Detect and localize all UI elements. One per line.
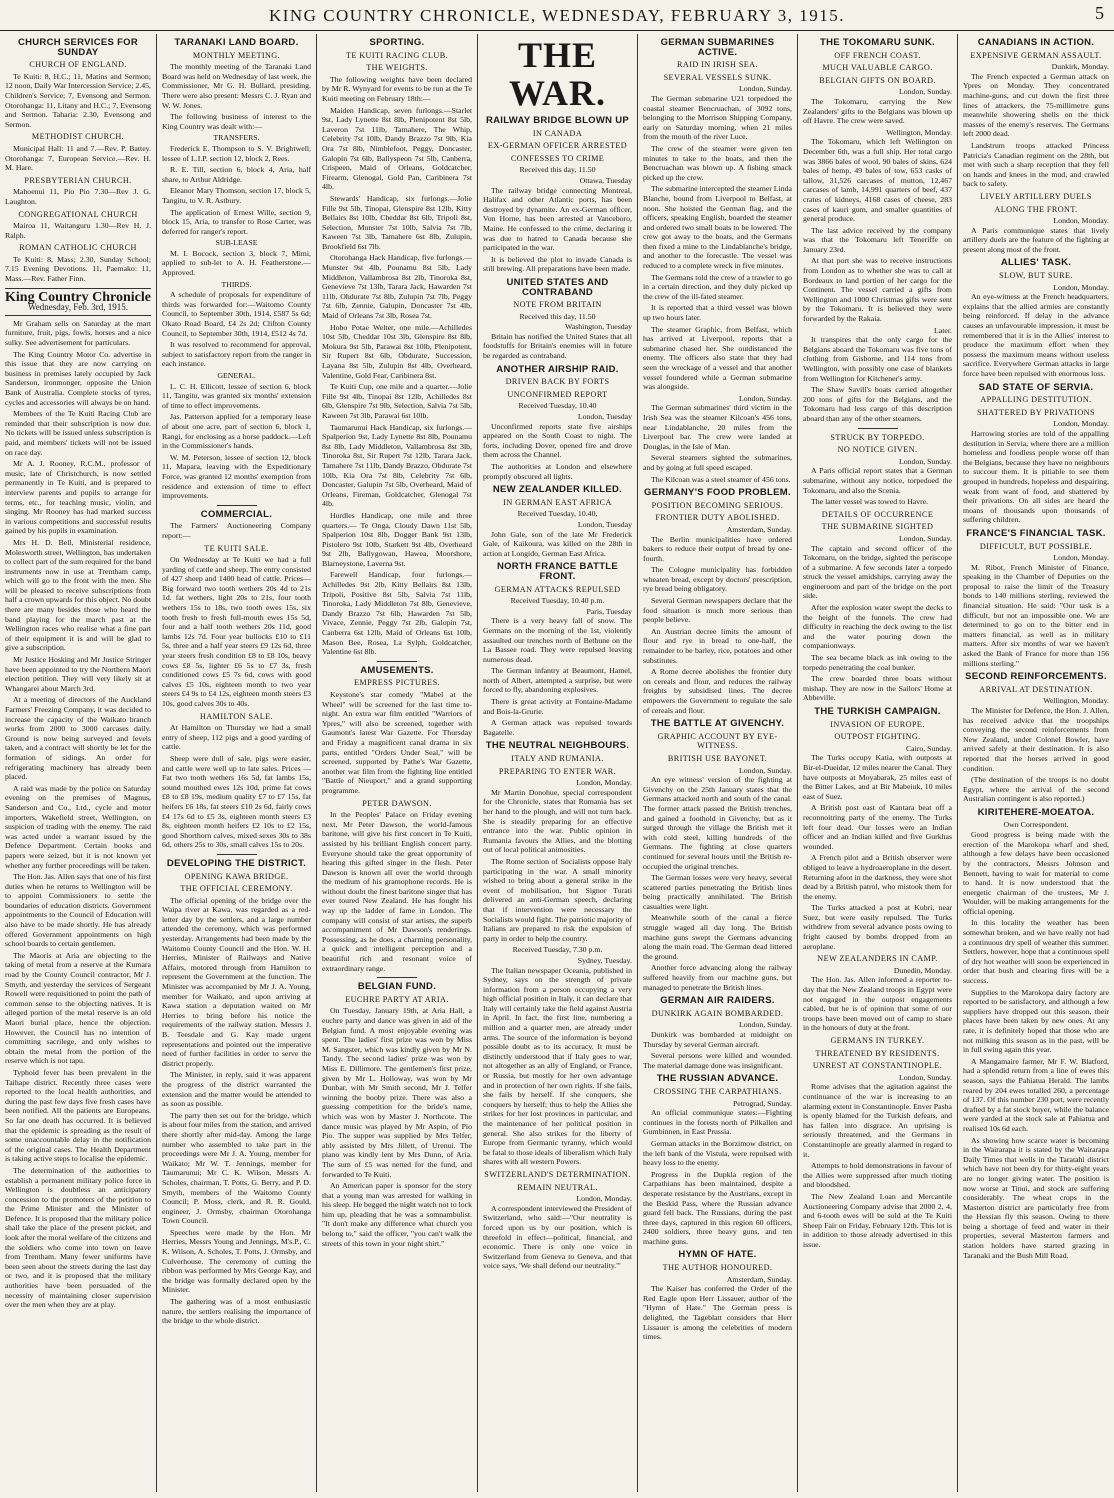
subhead: DRIVEN BACK BY FORTS <box>505 377 610 387</box>
paragraph: At Hamilton on Thursday we had a small entry of sheep, 112 pigs and a good yarding of cattle. <box>162 723 311 752</box>
paragraph: The Shaw Savill's boats carried altogether 200 tons of gifts for the Belgians, and the Tokomaru had less cargo of this description aboard than any of the other steamers. <box>803 385 952 423</box>
paragraph: The last advice received by the company was that the Tokomaru left Teneriffe on January 23rd. <box>803 225 952 254</box>
paragraph: The Maoris at Aria are objecting to the taking of metal from a reserve at the Kumara road by the County Council contractor, Mr J. Smyth, and yesterday the services of Sergeant Rowell were requisitioned to point the path of common sense to the objecting natives. It is alleged portion of the metal reserve is an old Maori burial place, hence the objection. However, the Council has no intention of committing sacrilege, and only wishes to obtain the metal from the portion of the reserve which is not tapu. <box>5 950 151 1066</box>
paragraph: Te Kuiti Cup, one mile and a quarter.—Jolie Fille 9st 4lb, Tinopai 8st 12lb, Achilledes 8st 6lb, Glenspire 7st 9lb, Selection, Salvia 7st 5lb, Kaween 7st 3lb, Parawai 6st 10lb. <box>322 382 472 420</box>
subhead: UNCONFIRMED REPORT <box>507 389 608 399</box>
paragraph: An American paper is sponsor for the story that a young man was arrested for walking in his sleep. He begged the night watch not to lock him up, pleading that he was a somnambulist. "It don't make any difference what church you belong to," said the officer, "you can't walk the streets of this town in your night shirt." <box>322 1181 472 1248</box>
subhead: POSITION BECOMING SERIOUS. <box>651 500 784 510</box>
paragraph: Mr A. J. Rooney, R.C.M., professor of music, late of Christchurch, is now settled permanently in Te Kuiti, and is prepared to interview parents and pupils to arrange for terms, etc., for teaching music, violin, and singing. Mr Rooney has had marked success in various competitions and successful results gained by his pupils in examination. <box>5 459 151 536</box>
paragraph: Jas. Patterson applied for a temporary lease of about one acre, part of section 6, block 1, Rangi, for enclosing as a horse paddock.—Left in the Commissioner's hands. <box>162 412 311 451</box>
paragraph: Several steamers sighted the submarines, and by going at full speed escaped. <box>643 453 792 472</box>
paragraph: The Tokomaru, carrying the New Zealanders' gifts to the Belgians was blown up off Havre. The crew were saved. <box>803 96 952 126</box>
paragraph: A Mangamaire farmer, Mr F. W. Blatford, had a splendid return from a line of ewes this season, says the Pahiatua Herald. The lambs reared by 204 ewes totalled 260, a percentage of 137. Of this number 230 port, were recently drafted by a fat stock buyer, while the balance were yarded at the stock sale at Pahiatua and realised 10s 6d each. <box>963 1056 1109 1133</box>
paragraph: The steamer Graphic, from Belfast, which has arrived at Liverpool, reports that a submarine chased her. She outdistanced the enemy. The officers also state that they had seen the wreckage of a vessel and that another vessel foundered while a German submarine was alongside. <box>643 324 792 392</box>
headline: SECOND REINFORCEMENTS. <box>965 671 1107 683</box>
subhead: THREATENED BY RESIDENTS. <box>815 1048 940 1058</box>
dateline: Wellington, Monday. <box>1043 696 1109 706</box>
byline: Own Correspondent. <box>1003 819 1069 829</box>
paragraph: A French pilot and a British observer were obliged to leave a hydroaeroplane in the desert. Returning afoot in the darkness, they were shot dead by a British patrol, who mistook them for the enemy. <box>803 853 952 901</box>
subhead: REMAIN NEUTRAL. <box>517 1182 598 1192</box>
paragraph: After the explosion water swept the decks to the height of the funnels. The crew had difficulty in reaching the deck owing to the list and the water pouring down the companionways. <box>803 603 952 651</box>
paragraph: The official opening of the bridge over the Waipa river at Kawa, was regarded as a red-letter day by the settlers, and a large number attended the ceremony, which was performed yesterday. Arrangements had been made by the Waitomo County Council and the Hon. W. H. Herries, Minister of Railways and Native Affairs, motored through from Hamilton to represent the Government at the function. The Minister was accompanied by Mr J. A. Young, member for Waikato, and upon arriving at Kawa station a deputation waited on Mr Herries to bring before his notice the requirements of the railway station. Messrs J. B. Teesdale and G. Kay made urgent representations and pointed out the imperative need of further facilities in order to serve the district properly. <box>162 895 311 1068</box>
subhead: DIFFICULT, BUT POSSIBLE. <box>979 541 1093 551</box>
dateline: Amsterdam, Sunday. <box>726 524 792 534</box>
headline: GERMAN SUBMARINES ACTIVE. <box>660 37 775 58</box>
dateline: Ottawa, Tuesday <box>579 175 632 185</box>
subhead: GERMAN ATTACKS REPULSED <box>494 584 621 594</box>
paragraph: The submarine intercepted the steamer Linda Blanche, bound from Liverpool to Belfast, at noon. She hoisted the German flag, and the officers, speaking English, boarded the steamer and ordered two small boats to be lowered. The crew got away to the boats, and the Germans then fixed a mine to the Lindablanche's bridge, and another to the forecastle. The vessel was reduced to a complete wreck in five minutes. <box>643 184 792 271</box>
paragraph: Typhoid fever has been prevalent in the Taihape district. Recently three cases were reported to the local health authorities, and during the past few days five fresh cases have been notified. All the patients are Europeans. So far one death has occurred. It is believed that the epidemic is spreading as the result of some unaccountable delay in the notification of the original cases. The Health Department is taking active steps to localise the epidemic. <box>5 1067 151 1164</box>
paragraph: The German infantry at Beaumont, Hamel, north of Albert, attempted a surprise, but were forced to fly, abandoning explosives. <box>483 666 632 695</box>
paragraph: The captain and second officer of the Tokomaru, on the bridge, sighted the periscope of a submarine. A few seconds later a torpedo struck the vessel amidships, carrying away the engineroom and part of the bridge on the port side. <box>803 543 952 601</box>
newspaper-date: Wednesday, Feb. 3rd, 1915. <box>5 303 151 316</box>
paragraph: Mr Martin Donohue, special correspondent for the Chronicle, states that Rumania has set her hand to the plough, and will not turn back. She is steadily preparing for an effective entrance into the war. Public opinion in Rumania favours the Allies, and the blotting out of local political animosities. <box>483 787 632 855</box>
paragraph: A Rome decree abolishes the frontier duty on cereals and flour, and reduces the railway freights by subsidised lines. The decree empowers the Government to regulate the sale of cereals and flour. <box>643 667 792 715</box>
paragraph: It is reported that a third vessel was blown up two hours later. <box>643 303 792 323</box>
paragraph: An official communique states:—Fighting continues in the forests north of Pilkallen and Gumbinnen, in East Prussia. <box>643 1108 792 1137</box>
paragraph: R. E. Till, section 6, block 4, Aria, half share, to Arthur Aldridge. <box>162 165 311 184</box>
dateline: Received Tuesday, 7.30 p.m. <box>512 945 603 955</box>
dateline: London, Monday. <box>1053 216 1109 226</box>
paragraph: The Minister, in reply, said it was apparent the progress of the district warranted the extension and the matter would be attended to as soon as possible. <box>162 1070 311 1109</box>
paragraph: A Paris communique states that lively artillery duels are the feature of the fighting at present along most of the front. <box>963 225 1109 254</box>
page-number: 5 <box>1095 3 1104 23</box>
paragraph: Supplies to the Marokopa dairy factory are reported to be satisfactory, and although a few suppliers have dropped out this season, their places have been taken by new ones. At any rate, it is definitely hoped that those who are not milking this season as in the past, will be in full swing again this year. <box>963 987 1109 1055</box>
dateline: London, Tuesday <box>577 519 632 529</box>
headline: BELGIAN FUND. <box>357 981 437 993</box>
paragraph: The application of Ernest Wille, section 9, block 15, Aria, to transfer to Rose Carter, was deferred for ranger's report. <box>162 207 311 236</box>
headline: THE TOKOMARU SUNK. <box>819 37 935 48</box>
paragraph: Dunkirk was bombarded at midnight on Thursday by several German aircraft. <box>643 1030 792 1049</box>
headline: GERMAN AIR RAIDERS. <box>660 995 775 1007</box>
paragraph: Otorohanga Hack Handicap, five furlongs.—Munster 9st 4lb, Pounamu 8st 5lb, Lady Middleton, Vallambrosa 8st 2lb, Tinoroka 8st, Genevieve 7st 13lb, Tarara Jack, Hawarden 7st 11lb, Ohdurate 7st 8lb, Zulupin 7st 7lb, Peggy 7st 6lb, Zennie, Galupin, Doncaster 7st 4lb, Maid of Orleans 7st 3lb, Rosea 7st. <box>322 253 472 321</box>
dateline: London, Monday. <box>1053 282 1109 292</box>
paragraph: The Rome section of Socialists oppose Italy participating in the war. A small minority wished to bring about a general strike in the event of mobilisation, but Signor Turati delivered an anti-German speech, declaring that if intervention were necessary the Socialists would fight. The patriotic majority of Italians are prepared to risk the expulsion of party in order to help the country. <box>483 856 632 943</box>
subhead: PREPARING TO ENTER WAR. <box>498 766 617 776</box>
subhead: SHATTERED BY PRIVATIONS <box>977 407 1095 417</box>
paragraph: Good progress is being made with the erection of the Marokopa wharf and shed, although a few delays have been occasioned by the contractors, Messrs Johnson and Bennett, having to wait for material to come to hand. It is now understood that the energetic chairman of the trustees, Mr J. Woulder, will be making arrangements for the official opening. <box>963 830 1109 916</box>
dateline: Washington, Tuesday <box>565 322 632 332</box>
subhead: OPENING KAWA BRIDGE. <box>184 871 289 881</box>
column-4 <box>478 34 637 1492</box>
subhead: BRITISH USE BAYONET. <box>667 753 768 763</box>
paragraph: M. I. Bocock, section 3, block 7, Mimi, applied to sub-let to A. H. Featherstone.—Approved. <box>162 248 311 278</box>
subhead: NOTE FROM BRITAIN <box>513 300 602 310</box>
subhead: RAID IN IRISH SEA. <box>677 60 758 70</box>
subhead: SWITZERLAND'S DETERMINATION. <box>484 1169 631 1179</box>
divider <box>217 505 257 506</box>
headline: CHURCH SERVICES FOR SUNDAY <box>17 37 139 58</box>
paragraph: There is a very heavy fall of snow. The Germans on the morning of the 1st, violently assaulted our trenches north of Bethune on the La Bassee road. They were repulsed leaving numerous dead. <box>483 616 632 664</box>
paragraph: The party then set out for the bridge, which is about four miles from the station, and arrived there shortly after mid-day. Among the large number who assembled to take part in the proceedings were Mr J. A. Young, member for Waikato; Mr W. T. Jennings, member for Taumarunui; Mr C. K. Wilson, Messrs A. Scholes, chairman, T. Potts, G. Berry, and P. D. Smyth, members of the Waitomo County Council; P. Moss, clerk, and R. R. Gould, engineer, J. Ormsby, chairman Otorohanga Town Council. <box>162 1110 311 1226</box>
subhead: EXPENSIVE GERMAN ASSAULT. <box>970 50 1102 60</box>
dateline: Received Tuesday, 10.40 p.m. <box>510 596 605 606</box>
headline: NEW ZEALANDER KILLED. <box>492 484 623 496</box>
column-6 <box>798 34 957 1492</box>
headline: CANADIANS IN ACTION. <box>977 37 1095 48</box>
dateline: London, Sunday. <box>739 765 792 775</box>
headline: TARANAKI LAND BOARD. <box>174 37 299 48</box>
subhead: IN GERMAN EAST AFRICA <box>503 497 612 507</box>
subhead: DUNKIRK AGAIN BOMBARDED. <box>651 1008 784 1018</box>
divider <box>377 977 417 978</box>
paragraph: At a meeting of directors of the Auckland Farmers' Freezing Company, it was decided to increase the capacity of the Waikato branch works from 2000 to 3000 carcases daily. Ground is now being surveyed and levels taken, and a contract will shortly be let for the formation of sidings. An order for refrigerating machinery has already been placed. <box>5 695 151 782</box>
paragraph: The French expected a German attack on Ypres on Monday. They concentrated machine-guns, and cut down the first three lines of attackers, the 75-millimetre guns meanwhile showering shells on the thick masses of the enemy's reserves. The Germans left 2000 dead. <box>963 71 1109 139</box>
paragraph: The Berlin municipalities have ordered bakers to reduce their output of bread by one-fourth. <box>643 534 792 563</box>
divider <box>5 288 151 289</box>
paragraph: As showing how scarce water is becoming in the Wairarapa it is stated by the Wairarapa Daily Times that wells in the Taratahi district which have not been dry for thirty-eight years are no longer giving water. The position is now worse at Tinui, and stock are suffering considerably. The wheat crops in the Masterton district are particularly free from the Hessian fly this season. Owing to there being a shortage of feed and water in their properties, several Masterton farmers and station holders have started grazing in Taranaki and the Bush Mill Road. <box>963 1135 1109 1260</box>
subhead: SEVERAL VESSELS SUNK. <box>663 72 772 82</box>
headline: KIRITEHERE-MOEATOA. <box>977 806 1095 818</box>
paragraph: The Italian newspaper Oceania, published in Sydney, says on the strength of private information from a person occupying a very high official position in Italy, it can declare that Italy will certainly take the field against Austria in April. In fact, the first line, numbering a million and a quarter men, are already under arms. The source of the information is beyond possible doubt as to its accuracy. It must be distinctly understood that if Italy goes to war, not altogether as an ally of England, or France, or Russia, but mostly for her own advantage and in protection of her own rights. If she fails, she fails by herself. If she conquers, she conquers by herself; thus to help the Allies she strikes for her lost provinces in particular, and the maintenance of her political position in general. She also strikes for the liberty of Europe from Germanic tyranny, which would be fatal to those ideals of liberalism which Italy shares with all western Powers. <box>483 965 632 1167</box>
paragraph: The Hon. Jas. Allen says that one of his first duties when he returns to Wellington will be to appoint Commissioners to settle the boundaries of education districts. Government appointments to the Council of Education will also have to be made shortly. He has already offered Government appointments on high school boards to certain gentlemen. <box>5 872 151 949</box>
headline: GERMANY'S FOOD PROBLEM. <box>644 487 791 499</box>
dateline: Later. <box>934 325 952 335</box>
subhead: CROSSING THE CARPATHIANS. <box>653 1086 782 1096</box>
subhead: TE KUITI RACING CLUB. <box>345 50 449 60</box>
paragraph: John Gale, son of the late Mr Frederick Gale, of Kaikoura, was killed on the 28th in action at Longido, German East Africa. <box>483 529 632 558</box>
headline: DEVELOPING THE DISTRICT. <box>166 857 307 869</box>
paragraph: The Germans told the crew of a trawler to go in a certain direction, and they duly picked up the crew of the ill-fated steamer. <box>643 272 792 301</box>
paragraph: W. M. Peterson, lessee of section 12, block 11, Mapara, leaving with the Expeditionary Force, was granted 12 months' exemption from residence and extension of time to effect improvements. <box>162 452 311 501</box>
paragraph: It transpires that the only cargo for the Belgians aboard the Tokomaru was five tons of clothing from Gisborne, and 114 tons from Wellington, with possibly one case of blankets from Wellington for Kitchener's army. <box>803 335 952 383</box>
subhead: ROMAN CATHOLIC CHURCH <box>19 243 137 253</box>
subhead: TE KUITI SALE. <box>204 543 269 553</box>
paragraph: An eye-witness at the French headquarters, explains that the allied armies are constantly being reinforced. If delay in the advance causes an unfavourable impression, it must be remembered that it is in the Allies' interest to produce the maximum effort when they possess the maximum means without useless sacrifice. Everywhere German attacks in large force have been repulsed with enormous loss. <box>963 292 1109 378</box>
headline: ALLIES' TASK. <box>1000 257 1072 269</box>
paragraph: The Tokomaru, which left Wellington on December 6th, was a full ship. Her total cargo was 3866 bales of wool, 90 bales of skins, 624 bales of hemp, 49 bales of tow, 653 casks of tallow, 31,526 carcases of mutton, 12,467 carcases of lamb, 14,991 quarters of beef, 437 crates of kidneys, 4168 cases of cheese, 283 cases of kauri gum, and smaller quantities of general produce. <box>803 137 952 224</box>
paragraph: There is great activity at Fontaine-Madame and Bois-la-Grurie. <box>483 697 632 716</box>
dateline: London, Monday. <box>1053 553 1109 563</box>
paragraph: A schedule of proposals for expenditure of thirds was forwarded for:—Waitomo County Council, to September 30th, 1914, £587 5s 6d; Okato Road Board, £4 2s 2d; Clifton County Council, to September 30th, 1914, £512 4s 7d. <box>162 290 311 338</box>
paragraph: The Cologne municipality has forbidden wheaten bread, except by doctors' prescription, rye bread being obligatory. <box>643 565 792 594</box>
column-2 <box>157 34 316 1492</box>
dateline: London, Monday. <box>576 1194 632 1204</box>
column-1 <box>0 34 156 1492</box>
dateline: Cairo, Sunday. <box>905 743 952 753</box>
paragraph: Mairoa 11, Waitanguru 1.30—Rev H. J. Ralph. <box>5 221 151 240</box>
section-label: SUB-LEASE <box>215 238 258 248</box>
subhead: CONGREGATIONAL CHURCH <box>18 209 138 219</box>
paragraph: Frederick E. Thompson to S. V. Brightwell, lessee of L.I.P. section 12, block 2, Rees. <box>162 143 311 163</box>
dateline: Dunkirk, Monday. <box>1051 62 1109 72</box>
war-banner: THE WAR. <box>508 35 606 113</box>
subhead: GRAPHIC ACCOUNT BY EYE-WITNESS. <box>657 731 778 751</box>
paragraph: The monthly meeting of the Taranaki Land Board was held on Wednesday of last week, the Commissioner, Mr G. H. Bullard, presiding. There were also present: Messrs C. J. Ryan and W. W. Jones. <box>162 62 311 110</box>
paragraph: In this locality the weather has been somewhat broken, and we have really not had a continuous dry spell of weather this summer. Settlers, however, hope that a continuous spell of dry hot weather will soon be experienced in order that bush and clearing fires will be a success. <box>963 918 1109 986</box>
headline: SAD STATE OF SERVIA. <box>978 381 1094 393</box>
dateline: London, Monday. <box>1053 419 1109 429</box>
paragraph: A British post east of Kantara beat off a reconnoitring party of the enemy. The Turks left four dead. Our losses were an Indian officer and an Indian killed and five Gurkhas wounded. <box>803 803 952 851</box>
subhead: INVASION OF EUROPE. <box>830 719 925 729</box>
subhead: THE SUBMARINE SIGHTED <box>821 522 934 532</box>
dateline: London, Sunday. <box>739 1020 792 1030</box>
dateline: Sydney, Tuesday. <box>577 955 632 965</box>
subhead: CONFESSES TO CRIME <box>510 153 605 163</box>
subhead: NEW ZEALANDERS IN CAMP. <box>817 954 938 964</box>
paragraph: The railway bridge connecting Montreal, Halifax and other Atlantic ports, has been destroyed by dynamite. An ex-German officer, Von Horne, has been arrested at Vanceboro, Maine. He confessed to the crime, declaring it was due to hatred to Canada because she participated in the war. <box>483 185 632 253</box>
dateline: Paris, Tuesday <box>586 606 632 616</box>
paragraph: The following business of interest to the King Country was dealt with:— <box>162 112 311 131</box>
paragraph: Speeches were made by the Hon. Mr Herries, Messrs Young and Jennings, M's.P., C. K. Wilson, A. Scholes, T. Potts, J. Ormsby, and Culverhouse. The ceremony of cutting the ribbon was performed by Mrs George Kay, and the bridge was formally declared open by the Minister. <box>162 1227 311 1295</box>
paragraph: Landstrum troops attacked Princess Patricia's Canadian regiment on the 28th, but met with such a sharp reception that they fell on hands and knees in the mud, and crawled back to safety. <box>963 140 1109 189</box>
paragraph: The Farmers' Auctioneering Company report:— <box>162 521 311 540</box>
paragraph: The authorities at London and elsewhere promptly obscured all lights. <box>483 462 632 481</box>
divider <box>217 854 257 855</box>
paragraph: Hobo Potae Welter, one mile.—Achilledes 10st 5lb, Cheddar 10st 3lb, Glenspire 8st 8lb, Mokura 9st 5lb, Parawai 8st 10lb, Plenipotent, Sir Rupert 8st 6lb, Obdurate, Succession, Layana 8st 5lb, Zulupin 8st 4lb, Overheard, Valentine, Gold Fear, Caribinera 8st. <box>322 322 472 380</box>
paragraph: The sea became black as ink owing to the torpedo penetrating the coal bunker. <box>803 653 952 672</box>
newspaper-name: King Country Chronicle <box>5 289 151 305</box>
headline: HYMN OF HATE. <box>678 1249 757 1261</box>
paragraph: The crew of the steamer were given ten minutes to take to the boats, and then the Bencruachan was blown up. A fishing smack picked up the crew. <box>643 143 792 182</box>
paragraph: The Kaiser has conferred the Order of the Red Eagle upon Herr Lissauer, author of the "Hymn of Hate." The German press is delighted, the Tageblatt considers that Herr Lissauer is among the celebrities of modern times. <box>643 1284 792 1342</box>
dateline: Petrograd, Sunday. <box>732 1098 792 1108</box>
subhead: GERMANS IN TURKEY. <box>830 1036 925 1045</box>
subhead: UNREST AT CONSTANTINOPLE. <box>812 1061 943 1071</box>
subhead: HAMILTON SALE. <box>200 711 273 721</box>
paragraph: Mr Justice Hosking and Mr Justice Stringer have been appointed to try the Northern Maori election petition. They will very likely sit at Whangarei about March 3rd. <box>5 655 151 693</box>
section-label: THIRDS. <box>221 279 252 289</box>
paragraph: An eye witness' version of the fighting at Givenchy on the 25th January states that the Germans attacked north and south of the canal. The former attack passed the British trenches, and gained a foothold in Givenchy, but as it surged through the village the British met it with cold steel, killing hundreds of the Germans. The fighting at close quarters continued for several hours until the British re-occupied the original trenches. <box>643 775 792 871</box>
paragraph: The latter vessel was towed to Havre. <box>811 497 929 507</box>
paragraph: Progress in the Dupkla region of the Carpathians has been maintained, despite a desperate resistance by the Austrians, except in the Beskid Pass, where the Russian advance guard fell back. The Russians, during the past three days, captured in this region 60 officers, 2400 soldiers, three heavy guns, and ten machine guns. <box>643 1169 792 1246</box>
paragraph: On Tuesday, January 19th, at Aria Hall, a euchre party and dance was given in aid of the Belgian fund. A most enjoyable evening was spent. The ladies' first prize was won by Miss M. Sangster, which was kindly given by Mr N. Tandy. The second ladies' prize was won by Miss E. Dillimore. The gentlemen's first prize, given by Mr L. Holloway, was won by Mr Dunbar, with Mr Smith second, Mr J. Telfer winning the booby prize. There was also a guessing competition for the bride's name, which was won by Master J. Northcote. The dance music was played by Mr Aspin, of Pio Pio. The supper was supplied by Mrs Telfer, ably assisted by Mrs Jillett, of Urenui. The piano was kindly lent by Mrs Dunn, of Aria. The sum of £5 was netted for the fund, and forwarded to Te Kuiti. <box>322 1006 472 1179</box>
paragraph: Farewell Handicap, four furlongs.—Achilledes 9st 2lb, Kitty Bellairs 8st 13lb, Tripoli, Positive 8st 5lb, Salvia 7st 11lb, Tinoroka, Lady Middleton 7st 8lb, Genevieve, Dandy Brazzo 7st 6lb, Hawarden 7st 5lb, Vivace, Zennie, Peggy 7st 2lb, Galopin 7st, Canberra 6st 12lb, Maid of Orleans 6st 10lb, Mason Bee, Rosea, La Sylph, Goldcatcher, Valentine 6st 8lb. <box>322 570 472 657</box>
paragraph: Eleanor Mary Thomson, section 17, block 5, Tangitu, to V. R. Astbury. <box>162 186 311 205</box>
paragraph: Attempts to hold demonstrations in favour of the Allies were suppressed after much rioting and bloodshed. <box>803 1161 952 1190</box>
paragraph: Maiden Handicap, seven furlongs.—Starlet 9st, Lady Lynette 8st 8lb, Plenipotent 8st 5lb, Laveron 7st 11lb, Tamahere, The Whip, Celebrity 7st 10lb, Dandy Brazzo 7st 9lb, Kia Ora 7st 8lb, Nimblefoot, Peggy, Doncaster, Galopin 7st 6lb, Ballyspeon 7st 5lb, Canberra, Crispeen, Maid of Orleans, Goldcatcher, Firearm, Glenogal, Gold Pan, Caribinera 7st 4lb. <box>322 105 472 192</box>
masthead <box>0 0 1114 31</box>
paragraph: A German attack was repulsed towards Bagatelle. <box>483 718 632 737</box>
dateline: London, Sunday. <box>899 456 952 466</box>
paragraph: The King Country Motor Co. advertise in this issue that they are now carrying on business in premises lately occupied by Jack Sanderson, ironmonger, opposite the Union Bank of Australia. Complete stocks of tyres, cycles and accessories will always be on hand. <box>5 349 151 407</box>
dateline: Received this day, 11.50 <box>519 311 596 321</box>
headline: ANOTHER AIRSHIP RAID. <box>496 363 619 375</box>
paragraph: It is believed the plot to invade Canada is still brewing. All preparations have been made. <box>483 254 632 274</box>
subhead: DETAILS OF OCCURRENCE <box>821 509 934 519</box>
paragraph: Harrowing stories are told of the appalling destitution in Servia, where there are a million homeless and foodless people worse off than the Belgians, because they have no neighbours to succour them. It is pitiable to see them grouped in hundreds, hopeless and despairing, weak from want of food, and shattered by their privations. On all sides are heard the moans of thousands upon thousands of suffering children. <box>963 428 1109 525</box>
paragraph: Mrs H. D. Bell, Ministerial residence, Molesworth street, Wellington, has undertaken to collect part of the sum required for the band instruments now in use at Trentham camp, which will go to the front with the men. She will be pleased to receive subscriptions from half a crown upwards for this object. No doubt there are many besides those who heard the band playing for the march past at the Wellington races who realise what a fine part of their equipment it is and will be glad to give a subscription. <box>5 537 151 653</box>
dateline: Received Tuesday, 10.40 <box>518 401 597 411</box>
headline: AMUSEMENTS. <box>360 664 434 676</box>
subhead: MUCH VALUABLE CARGO. <box>822 63 933 73</box>
headline: FRANCE'S FINANCIAL TASK. <box>966 527 1106 539</box>
paragraph: The German losses were very heavy, several scattered parties penetrating the British lines being practically annihilated. The British casualties were light. <box>643 873 792 911</box>
divider <box>858 428 898 429</box>
divider <box>377 661 417 662</box>
dateline: London, Monday. <box>576 778 632 788</box>
paragraph: The determination of the authorities to establish a permanent military police force in Wellington is doubtless an anticipatory concession to the promoters of the petition to the Prime Minister and the Minister of Defence. It is proposed that the military police shall take the place of the present picket, and look after the moral welfare of the citizens and the soldiers who come into town on leave from Trentham. Many fewer uniforms have been seen about the streets during the last day or two, and it is proposed that the military authorities have been persuaded of the necessity of maintaining closer supervision over the men when they are at play. <box>5 1165 151 1310</box>
subhead: IN CANADA <box>532 128 583 138</box>
paragraph: Te Kuiti: 8, H.C.; 11, Matins and Sermon; 12 noon, Daily War Intercession Service; 2.45, Children's Service; 7, Evensong and Sermon. Otorohanga: 11, Litany and H.C.; 7, Evensong and Sermon. Taharia: 2.30, Evensong and Sermon. <box>5 71 151 129</box>
section-label: TRANSFERS. <box>213 133 260 143</box>
subhead: ARRIVAL AT DESTINATION. <box>979 684 1093 694</box>
subhead: EX-GERMAN OFFICER ARRESTED <box>487 141 628 151</box>
headline: COMMERCIAL. <box>200 508 273 520</box>
column-5 <box>638 34 797 1492</box>
paragraph: Te Kuiti: 8, Mass; 2.30, Sunday School; 7.15 Evening Devotions. 11, Paemako: 11, Mass.—Rev. Father Finn. <box>5 254 151 284</box>
paragraph: M. Ribot, French Minister of Finance, speaking in the Chamber of Deputies on the proposal to raise the limit of the Treasury bonds to 140 millions sterling, reviewed the financial situation. He said: "Our task is a difficult, but not an impossible one. We are determined to go on to the bitter end in matters financial, as well as in military matters. After six months of war we haven't asked the Bank of France for more than 156 millions sterling." <box>963 562 1109 668</box>
paragraph: The Hon. Jas. Allen informed a reporter to-day that the New Zealand troops in Egypt were not engaged in the outpost engagements cabled, but he is of opinion that some of our troops have been moved out of camp to share in the honours of duty at the front. <box>803 975 952 1033</box>
subhead: NO NOTICE GIVEN. <box>837 445 918 455</box>
paragraph: A correspondent interviewed the President of Switzerland, who said:—"Our neutrality is forced upon us by our position, which is threefold in effect—political, financial, and economic. There is only one voice in Switzerland from Geneva to Geneva, and that voice says, 'We shall defend our neutrality.'" <box>483 1203 632 1271</box>
subhead: CHURCH OF ENGLAND. <box>29 60 127 70</box>
subhead: THE OFFICIAL CEREMONY. <box>180 884 293 894</box>
headline: NORTH FRANCE BATTLE FRONT. <box>496 561 619 582</box>
subhead: MONTHLY MEETING. <box>192 50 281 60</box>
paragraph: The crew boarded three boats without mishap. They are now in the Sailors' Home at Abbeville. <box>803 674 952 703</box>
paragraph: In the Peoples' Palace on Friday evening next, Mr Peter Dawson, the world-famous baritone, will give his first concert in Te Kuiti, assisted by his brilliant English concert party. Everyone should take the great opportunity of hearing this gifted singer in the flesh. Peter Dawson is known all over the world through the medium of his gramophone records. He is without doubt the finest baritone singer that has ever toured New Zealand. He has fought his way up the ladder of fame in London. The company will consist of star artists, the superb accompaniment of Mr Dawson's renderings. Possessing, as he does, a charming personality, a quick and intelligent perception and a beautiful rich and resonant voice of extraordinary range. <box>322 810 472 973</box>
paragraph: The following weights have been declared by Mr R. Wynyard for events to be run at the Te Kuiti meeting on February 18th:— <box>322 74 472 103</box>
dateline: London, Sunday. <box>739 393 792 403</box>
paragraph: Stewards' Handicap, six furlongs.—Jolie Fille 9st 5lb, Tinopai, Glenspire 8st 12lb, Kitty Bellairs 8st 10lb, Cheddar 8st 6lb, Tripoli 8st, Selection, Munster 7st 10lb, Salvia 7st 7lb, Kaween 7st 3lb, Tamahere 6st 8lb, Zulupin, Brookfield 6st 7lb. <box>322 193 472 251</box>
subhead: THE AUTHOR HONOURED. <box>662 1263 773 1273</box>
paragraph: Taumarunui Hack Handicap, six furlongs.—Spalperion 9st, Lady Lynette 8st 8lb, Pounamu 8st 8lb, Lady Middleton, Vallambrosa 8st 3lb, Tinoroka 8st, Sir Rupert 7st 12lb, Tarara Jack, Tamahere 7st 11lb, Dandy Brazzo, Obdurate 7st 10lb, Kia Ora 7st 8lb, Celebrity 7st 6lb, Doncaster, Galupin 7st 5lb, Overheard, Maid of Orleans, Fireman, Goldcatcher, Glenogal 7st 4lb. <box>322 422 472 509</box>
dateline: Received this day, 11.50 <box>519 165 596 175</box>
paragraph: The Minister for Defence, the Hon. J. Allen, has received advice that the troopships conveying the second reinforcements from New Zealand, under Colonel Bowler, have arrived safely at their destination. It is also reported that the horses arrived in good condition. <box>963 706 1109 773</box>
subhead: APPALLING DESTITUTION. <box>980 395 1092 405</box>
paragraph: The German submarines' third victim in the Irish Sea was the steamer Kilcoan's 456 tons, near Lindablanche, 20 miles from the Liverpool bar. The crew were landed at Douglas, in the Isle of Man. <box>643 403 792 451</box>
paragraph: Mr Graham sells on Saturday at the mart furniture, fruit, pigs, fowls, horses and a nice sulky. See advertisement for particulars. <box>5 318 151 348</box>
headline: UNITED STATES AND CONTRABAND <box>506 276 609 298</box>
subhead: EMPRESS PICTURES. <box>354 678 440 688</box>
paragraph: Hurdles Handicap, one mile and three quarters.— Te Onga, Cloudy Dawn 11st 5lb, Spalperion 10st 8lb, Dogger Bank 9st 13lb, Pistolero 9st 10lb, Starkett 9st 4lb, Overheard 9st 2lb, Ballygowan, Hawea, Moorshore, Blarneystone, Laverna 9st. <box>322 510 472 568</box>
paragraph: On Wednesday at Te Kuiti we had a full yarding of cattle and sheep. The entry consisted of 427 sheep and 1400 head of cattle. Prices—Big forward two tooth wethers 20s 4d to 21s 1d. fat wethers, light 20s to 21s, four tooth wethers 15s to 18s, two tooth ewes 15s, six tooth fresh to fresh full-mouth ewes 15s 5d, four and a half tooth wethers 20s 11d, good lambs 12s 7d. Four year bullocks £10 to £11 5s, three and a half year steers £9 12s 6d, three year steers fresh condition £8 to £8 10s, heavy cows £8 5s, lighter £6 5s to £7 3s, fresh conditioned cows £5 7s 6d, cows with good calves £5 10s, eighteen month to two year steers £4 9s to £4 12s, eighteen month steers £3 10s, good calves 30s to 40s. <box>162 555 311 708</box>
paragraph: Sheep were dull of sale, pigs were easier, and cattle were well up to late sales. Prices — Fat two tooth wethers 16s 5d, fat lambs 15s, sound mouthed ewes 12s 10d, prime fat cows £8 to £8 19s, medium quality £7 to £7 15s, fat heifers £6 18s, fat steers £10 2s 6d, fairly cows £4 17s 6d to £5 3s, eighteen month steers £3 8s, eighteen month heifers £2 10s to £2 15s, good Shorthorn calves, mixed sexes 30s to 38s 6d, others 25s to 30s, small calves 15s to 20s. <box>162 753 311 850</box>
subhead: ALONG THE FRONT. <box>994 204 1078 214</box>
paragraph: It was resolved to recommend for approval, subject to satisfactory report from the ranger in each instance. <box>162 340 311 369</box>
paragraph: A Paris official report states that a German submarine, without any notice, torpedoed the Tokomaru, and also the Scenia. <box>803 466 952 495</box>
paragraph: Britain has notified the United States that all foodstuffs for Britain's enemies will in future be regarded as contraband. <box>483 331 632 361</box>
dateline: Dunedin, Monday. <box>893 965 952 975</box>
paragraph: The Turks attacked a post at Kubri, near Suez, but were easily repulsed. The Turks withdrew from several advance posts owing to fright caused by bombs dropped from an aeroplane. <box>803 903 952 951</box>
subhead: LIVELY ARTILLERY DUELS <box>980 191 1092 201</box>
dateline: London, Sunday. <box>899 533 952 543</box>
subhead: PRESBYTERIAN CHURCH. <box>24 175 132 185</box>
paragraph: A raid was made by the police on Saturday evening on the premises of Magnus, Sanderson and Co., Ltd., cycle and motor importers, Wakefield street, Wellington, on suspicion of trading with the enemy. The raid was acted under a warrant issued by the Defence Department. Certain books and papers were seized, but it is not known yet whether any further proceedings will be taken. <box>5 783 151 870</box>
subhead: OUTPOST FIGHTING. <box>834 732 921 742</box>
subhead: STRUCK BY TORPEDO. <box>830 432 925 442</box>
subhead: ITALY AND RUMANIA. <box>511 754 604 764</box>
subhead: BELGIAN GIFTS ON BOARD. <box>819 75 936 85</box>
dateline: London, Sunday. <box>739 84 792 94</box>
paragraph: German attacks in the Borzimow district, on the left bank of the Vistula, were repulsed with heavy loss to the enemy. <box>643 1138 792 1168</box>
paragraph: Meanwhile south of the canal a fierce struggle waged all day long. The British machine guns swept the Germans advancing along the main road. The German dead littered the ground. <box>643 913 792 961</box>
paragraph: Keystone's star comedy "Mabel at the Wheel" will be screened for the last time to-night. An extra war film entitled "Warriors of Ypres," will also be screened, together with Gaumont's latest War Gazette. For Thursday and Friday a magnificent canal drama in six parts, entitled "Orders Under Seal," will be screened, supported by Pathe's War Gazette, another war film from the fighting line entitled "Battle of Nieuport," and a grand supporting programme. <box>322 690 472 795</box>
paragraph: The Turks occupy Katia, with outposts at Bir-el-Dueidar, 12 miles nearer the Canal. They have outposts at Moyabarak, 25 miles east of the Bitter Lakes, and at Bir Mabeiuk, 10 miles east of Suez. <box>803 753 952 801</box>
dateline: Amsterdam, Sunday. <box>726 1274 792 1284</box>
dateline: Wellington, Monday. <box>886 127 952 137</box>
paragraph: Members of the Te Kuiti Racing Club are reminded that their subscription is now due. No tickets will be issued unless subscription is paid, and members' tickets will not be issued on race day. <box>5 409 151 457</box>
paragraph: Mahoenui 11, Pio Pio 7.30—Rev J. G. Laughton. <box>5 187 151 206</box>
headline: THE RUSSIAN ADVANCE. <box>656 1073 779 1085</box>
headline: RAILWAY BRIDGE BLOWN UP <box>485 115 630 126</box>
headline: THE BATTLE AT GIVENCHY. <box>650 718 785 730</box>
headline: THE NEUTRAL NEIGHBOURS. <box>485 740 630 752</box>
subhead: METHODIST CHURCH. <box>31 132 125 142</box>
paragraph: The Kilcoan was a steel steamer of 456 tons. <box>651 474 791 484</box>
subhead: PETER DAWSON. <box>362 798 432 808</box>
paragraph: Municipal Hall: 11 and 7.—Rev. P. Battey. Otorohanga: 7, European Service.—Rev. H. M. Hare. <box>5 143 151 173</box>
column-3 <box>317 34 477 1492</box>
subhead: OFF FRENCH COAST. <box>834 50 921 60</box>
headline: THE TURKISH CAMPAIGN. <box>814 706 941 717</box>
paragraph: L. C. H. Ellicott, lessee of section 6, block 11, Tangitu, was granted six months' extension of time to effect improvements. <box>162 381 311 410</box>
paragraph: Rome advises that the agitation against the continuance of the war is increasing to an alarming extent in Constantinople. Enver Pasha is openly blamed for the Turkish defeats, and has fallen into disgrace. An uprising is seriously threatened, and the Germans in Constantinople are greatly alarmed in regard to it. <box>803 1082 952 1159</box>
paragraph: An Austrian decree limits the amount of flour and rye in bread to one-half, the remainder to be barley, rice, potatoes and other substitutes. <box>643 626 792 665</box>
paragraph: At that port she was to receive instructions from London as to whether she was to call at Bordeaux to land portion of her cargo for the Continent. The vessel carried a gifts from Wellington and 1000 Christmas gifts were sent by the Tokomaru. It is believed they were forwarded by the Rakaia. <box>803 256 952 324</box>
headline: SPORTING. <box>369 37 425 48</box>
masthead-title: KING COUNTRY CHRONICLE, WEDNESDAY, FEBRUARY 3, 1915. <box>268 6 846 25</box>
section-label: GENERAL. <box>217 371 256 380</box>
dateline: London, Sunday. <box>899 87 952 97</box>
paragraph: The German submarine U21 torpedoed the coastal steamer Bencruachan, of 3092 tons, belonging to the Morrison Shipping Company, early on Saturday morning, when 21 miles from the mouth of the river Luce. <box>643 93 792 142</box>
subhead: THE WEIGHTS. <box>366 63 428 73</box>
paragraph: Several German newspapers declare that the food situation is much more serious than people believe. <box>643 596 792 625</box>
subhead: SLOW, BUT SURE. <box>999 271 1073 281</box>
paragraph: Another force advancing along the railway suffered heavily from our machine guns, but managed to penetrate the British lines. <box>643 963 792 992</box>
paragraph: The New Zealand Loan and Mercantile Auctioneering Company advise that 2000 2, 4, and 6-tooth ewes will be sold at the Te Kuiti Sheep Fair on Friday, February 12th. This lot is in addition to those already advertised in this issue. <box>803 1191 952 1249</box>
subhead: EUCHRE PARTY AT ARIA. <box>345 994 449 1004</box>
column-7 <box>958 34 1114 1492</box>
paragraph: (The destination of the troops is no doubt Egypt, where the arrival of the second Australian contingent is also reported.) <box>963 775 1109 804</box>
paragraph: Unconfirmed reports state five airships appeared on the South Coast to night. The forts, including Dover, opened fire and drove them across the Channel. <box>483 421 632 460</box>
paragraph: Several persons were killed and wounded. The material damage done was insignificant. <box>643 1051 792 1070</box>
paragraph: The gathering was of a most enthusiastic nature, the settlers realising the importance of the bridge to the whole district. <box>162 1297 311 1326</box>
dateline: Received Tuesday, 10.40, <box>517 509 598 519</box>
dateline: London, Tuesday <box>577 412 632 422</box>
subhead: FRONTIER DUTY ABOLISHED. <box>655 513 780 523</box>
dateline: London, Sunday. <box>899 1072 952 1082</box>
